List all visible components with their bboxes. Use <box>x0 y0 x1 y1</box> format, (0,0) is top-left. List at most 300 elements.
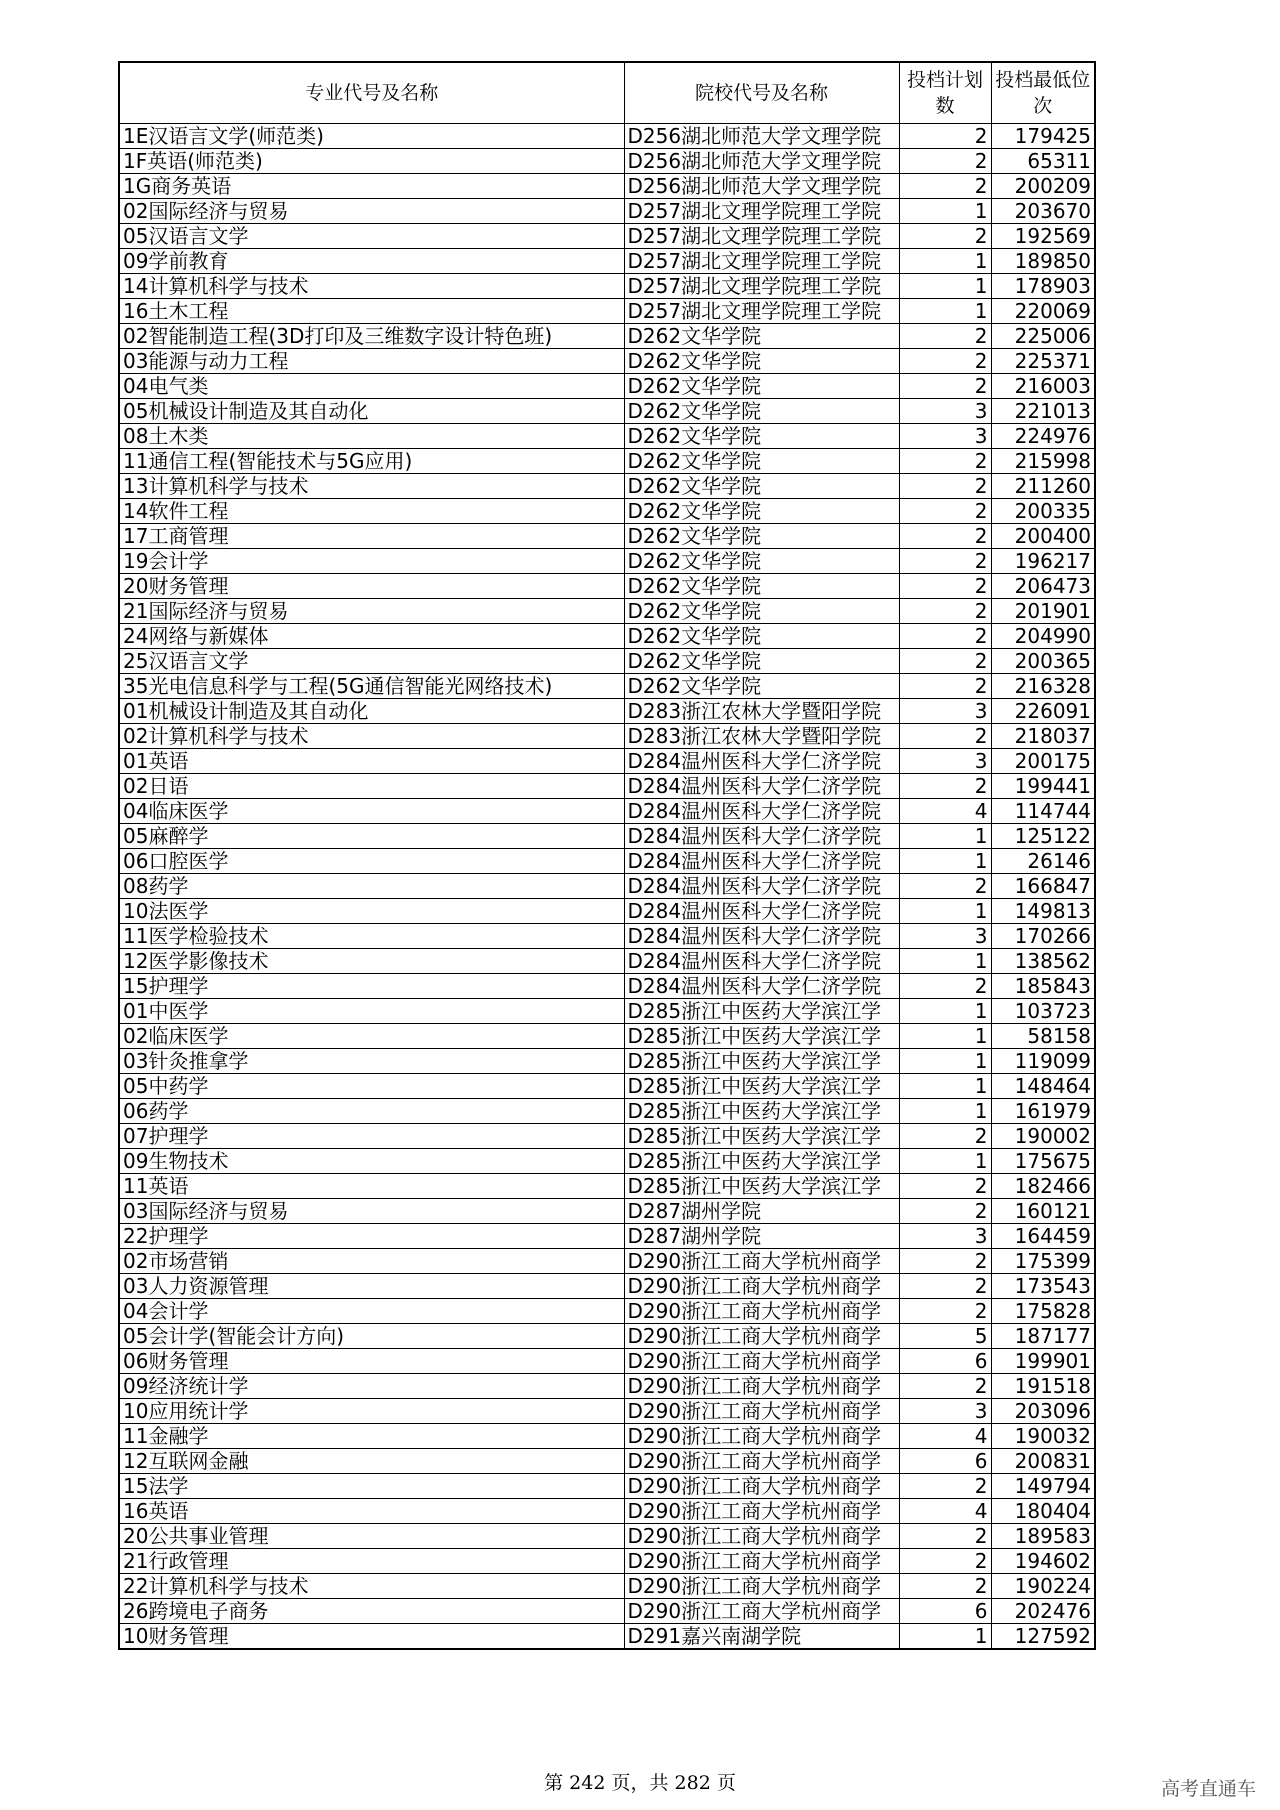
table-row <box>119 1449 1095 1474</box>
school-cell: D262文华学院 <box>624 474 899 499</box>
school-cell: D262文华学院 <box>624 524 899 549</box>
table-row <box>119 1249 1095 1274</box>
min-rank-cell: 200175 <box>991 749 1095 774</box>
table-row <box>119 549 1095 574</box>
min-rank-cell: 166847 <box>991 874 1095 899</box>
page-number: 第 242 页，共 282 页 <box>544 1772 736 1794</box>
plan-count-cell: 2 <box>899 1199 991 1224</box>
plan-count-cell: 2 <box>899 349 991 374</box>
table-row <box>119 374 1095 399</box>
school-cell: D285浙江中医药大学滨江学 <box>624 1024 899 1049</box>
plan-count-cell: 6 <box>899 1449 991 1474</box>
table-row <box>119 1624 1095 1650</box>
min-rank-cell: 179425 <box>991 124 1095 149</box>
major-cell: 1E汉语言文学(师范类) <box>119 124 624 149</box>
major-cell: 03人力资源管理 <box>119 1274 624 1299</box>
plan-count-cell: 4 <box>899 1499 991 1524</box>
table-row <box>119 874 1095 899</box>
min-rank-cell: 202476 <box>991 1599 1095 1624</box>
school-cell: D257湖北文理学院理工学院 <box>624 274 899 299</box>
plan-count-cell: 1 <box>899 1024 991 1049</box>
min-rank-cell: 127592 <box>991 1624 1095 1650</box>
school-cell: D290浙江工商大学杭州商学 <box>624 1499 899 1524</box>
major-cell: 21行政管理 <box>119 1549 624 1574</box>
table-row <box>119 1199 1095 1224</box>
major-cell: 07护理学 <box>119 1124 624 1149</box>
min-rank-cell: 225371 <box>991 349 1095 374</box>
min-rank-cell: 149794 <box>991 1474 1095 1499</box>
min-rank-cell: 114744 <box>991 799 1095 824</box>
school-cell: D290浙江工商大学杭州商学 <box>624 1424 899 1449</box>
min-rank-cell: 226091 <box>991 699 1095 724</box>
plan-count-cell: 5 <box>899 1324 991 1349</box>
school-cell: D290浙江工商大学杭州商学 <box>624 1599 899 1624</box>
table-row <box>119 299 1095 324</box>
school-cell: D284温州医科大学仁济学院 <box>624 874 899 899</box>
min-rank-cell: 178903 <box>991 274 1095 299</box>
min-rank-cell: 103723 <box>991 999 1095 1024</box>
table-row <box>119 674 1095 699</box>
table-row <box>119 1224 1095 1249</box>
min-rank-cell: 119099 <box>991 1049 1095 1074</box>
school-cell: D256湖北师范大学文理学院 <box>624 124 899 149</box>
min-rank-cell: 221013 <box>991 399 1095 424</box>
plan-count-cell: 2 <box>899 1299 991 1324</box>
min-rank-cell: 125122 <box>991 824 1095 849</box>
major-cell: 14计算机科学与技术 <box>119 274 624 299</box>
plan-count-cell: 1 <box>899 849 991 874</box>
major-cell: 09经济统计学 <box>119 1374 624 1399</box>
major-cell: 02计算机科学与技术 <box>119 724 624 749</box>
min-rank-cell: 200335 <box>991 499 1095 524</box>
min-rank-cell: 190002 <box>991 1124 1095 1149</box>
min-rank-cell: 220069 <box>991 299 1095 324</box>
plan-count-cell: 6 <box>899 1349 991 1374</box>
table-row <box>119 1549 1095 1574</box>
major-cell: 11医学检验技术 <box>119 924 624 949</box>
table-row <box>119 1074 1095 1099</box>
major-cell: 05机械设计制造及其自动化 <box>119 399 624 424</box>
school-cell: D256湖北师范大学文理学院 <box>624 149 899 174</box>
school-cell: D262文华学院 <box>624 399 899 424</box>
major-cell: 1F英语(师范类) <box>119 149 624 174</box>
table-row <box>119 249 1095 274</box>
major-cell: 02国际经济与贸易 <box>119 199 624 224</box>
school-cell: D262文华学院 <box>624 549 899 574</box>
major-cell: 04会计学 <box>119 1299 624 1324</box>
min-rank-cell: 138562 <box>991 949 1095 974</box>
school-cell: D285浙江中医药大学滨江学 <box>624 999 899 1024</box>
school-cell: D284温州医科大学仁济学院 <box>624 899 899 924</box>
plan-count-cell: 2 <box>899 449 991 474</box>
school-cell: D262文华学院 <box>624 574 899 599</box>
min-rank-cell: 187177 <box>991 1324 1095 1349</box>
table-row <box>119 724 1095 749</box>
major-cell: 1G商务英语 <box>119 174 624 199</box>
plan-count-cell: 2 <box>899 124 991 149</box>
table-row <box>119 749 1095 774</box>
plan-count-cell: 4 <box>899 1424 991 1449</box>
table-row <box>119 599 1095 624</box>
table-row <box>119 1374 1095 1399</box>
major-cell: 05中药学 <box>119 1074 624 1099</box>
school-cell: D283浙江农林大学暨阳学院 <box>624 724 899 749</box>
plan-count-cell: 2 <box>899 324 991 349</box>
table-row <box>119 1399 1095 1424</box>
table-row <box>119 474 1095 499</box>
school-cell: D290浙江工商大学杭州商学 <box>624 1249 899 1274</box>
major-cell: 16英语 <box>119 1499 624 1524</box>
header-school: 院校代号及名称 <box>624 62 899 124</box>
plan-count-cell: 2 <box>899 624 991 649</box>
major-cell: 09生物技术 <box>119 1149 624 1174</box>
min-rank-cell: 26146 <box>991 849 1095 874</box>
major-cell: 01机械设计制造及其自动化 <box>119 699 624 724</box>
major-cell: 26跨境电子商务 <box>119 1599 624 1624</box>
min-rank-cell: 206473 <box>991 574 1095 599</box>
school-cell: D290浙江工商大学杭州商学 <box>624 1399 899 1424</box>
min-rank-cell: 58158 <box>991 1024 1095 1049</box>
plan-count-cell: 2 <box>899 1274 991 1299</box>
table-row <box>119 624 1095 649</box>
min-rank-cell: 196217 <box>991 549 1095 574</box>
table-header-row <box>119 62 1095 124</box>
school-cell: D290浙江工商大学杭州商学 <box>624 1324 899 1349</box>
school-cell: D290浙江工商大学杭州商学 <box>624 1524 899 1549</box>
major-cell: 20财务管理 <box>119 574 624 599</box>
plan-count-cell: 1 <box>899 299 991 324</box>
table-row <box>119 699 1095 724</box>
table-row <box>119 774 1095 799</box>
min-rank-cell: 191518 <box>991 1374 1095 1399</box>
major-cell: 08药学 <box>119 874 624 899</box>
plan-count-cell: 2 <box>899 974 991 999</box>
school-cell: D256湖北师范大学文理学院 <box>624 174 899 199</box>
table-row <box>119 1024 1095 1049</box>
school-cell: D262文华学院 <box>624 324 899 349</box>
major-cell: 03能源与动力工程 <box>119 349 624 374</box>
min-rank-cell: 164459 <box>991 1224 1095 1249</box>
major-cell: 11通信工程(智能技术与5G应用) <box>119 449 624 474</box>
table-row <box>119 324 1095 349</box>
table-row <box>119 1524 1095 1549</box>
plan-count-cell: 1 <box>899 1099 991 1124</box>
plan-count-cell: 3 <box>899 1399 991 1424</box>
major-cell: 15法学 <box>119 1474 624 1499</box>
min-rank-cell: 216003 <box>991 374 1095 399</box>
plan-count-cell: 1 <box>899 199 991 224</box>
school-cell: D287湖州学院 <box>624 1199 899 1224</box>
school-cell: D291嘉兴南湖学院 <box>624 1624 899 1650</box>
plan-count-cell: 2 <box>899 1549 991 1574</box>
school-cell: D262文华学院 <box>624 424 899 449</box>
school-cell: D284温州医科大学仁济学院 <box>624 949 899 974</box>
major-cell: 01英语 <box>119 749 624 774</box>
school-cell: D285浙江中医药大学滨江学 <box>624 1074 899 1099</box>
school-cell: D262文华学院 <box>624 499 899 524</box>
major-cell: 03国际经济与贸易 <box>119 1199 624 1224</box>
watermark-text: 高考直通车 <box>1160 1778 1256 1800</box>
major-cell: 04电气类 <box>119 374 624 399</box>
min-rank-cell: 200831 <box>991 1449 1095 1474</box>
table-row <box>119 949 1095 974</box>
table-row <box>119 399 1095 424</box>
min-rank-cell: 175828 <box>991 1299 1095 1324</box>
plan-count-cell: 2 <box>899 674 991 699</box>
major-cell: 01中医学 <box>119 999 624 1024</box>
plan-count-cell: 3 <box>899 924 991 949</box>
min-rank-cell: 170266 <box>991 924 1095 949</box>
school-cell: D287湖州学院 <box>624 1224 899 1249</box>
table-row <box>119 1599 1095 1624</box>
plan-count-cell: 1 <box>899 899 991 924</box>
plan-count-cell: 3 <box>899 749 991 774</box>
plan-count-cell: 2 <box>899 499 991 524</box>
school-cell: D284温州医科大学仁济学院 <box>624 824 899 849</box>
table-row <box>119 1149 1095 1174</box>
table-row <box>119 1424 1095 1449</box>
min-rank-cell: 175675 <box>991 1149 1095 1174</box>
table-row <box>119 924 1095 949</box>
plan-count-cell: 1 <box>899 1049 991 1074</box>
table-row <box>119 124 1095 149</box>
major-cell: 10应用统计学 <box>119 1399 624 1424</box>
min-rank-cell: 160121 <box>991 1199 1095 1224</box>
major-cell: 08土木类 <box>119 424 624 449</box>
school-cell: D262文华学院 <box>624 449 899 474</box>
plan-count-cell: 2 <box>899 1174 991 1199</box>
major-cell: 04临床医学 <box>119 799 624 824</box>
min-rank-cell: 65311 <box>991 149 1095 174</box>
major-cell: 12医学影像技术 <box>119 949 624 974</box>
plan-count-cell: 1 <box>899 1074 991 1099</box>
major-cell: 11金融学 <box>119 1424 624 1449</box>
plan-count-cell: 6 <box>899 1599 991 1624</box>
major-cell: 21国际经济与贸易 <box>119 599 624 624</box>
plan-count-cell: 2 <box>899 1374 991 1399</box>
plan-count-cell: 2 <box>899 524 991 549</box>
table-row <box>119 1474 1095 1499</box>
table-row <box>119 1274 1095 1299</box>
table-row <box>119 574 1095 599</box>
min-rank-cell: 218037 <box>991 724 1095 749</box>
header-major: 专业代号及名称 <box>119 62 624 124</box>
school-cell: D257湖北文理学院理工学院 <box>624 249 899 274</box>
major-cell: 17工商管理 <box>119 524 624 549</box>
plan-count-cell: 2 <box>899 1249 991 1274</box>
school-cell: D290浙江工商大学杭州商学 <box>624 1349 899 1374</box>
plan-count-cell: 3 <box>899 399 991 424</box>
table-row <box>119 1049 1095 1074</box>
major-cell: 35光电信息科学与工程(5G通信智能光网络技术) <box>119 674 624 699</box>
table-row <box>119 149 1095 174</box>
table-row <box>119 899 1095 924</box>
plan-count-cell: 2 <box>899 649 991 674</box>
major-cell: 11英语 <box>119 1174 624 1199</box>
table-row <box>119 999 1095 1024</box>
school-cell: D262文华学院 <box>624 349 899 374</box>
plan-count-cell: 2 <box>899 874 991 899</box>
min-rank-cell: 190224 <box>991 1574 1095 1599</box>
major-cell: 09学前教育 <box>119 249 624 274</box>
table-row <box>119 649 1095 674</box>
school-cell: D284温州医科大学仁济学院 <box>624 799 899 824</box>
min-rank-cell: 199901 <box>991 1349 1095 1374</box>
school-cell: D262文华学院 <box>624 674 899 699</box>
table-row <box>119 1299 1095 1324</box>
school-cell: D290浙江工商大学杭州商学 <box>624 1474 899 1499</box>
major-cell: 02智能制造工程(3D打印及三维数字设计特色班) <box>119 324 624 349</box>
plan-count-cell: 1 <box>899 1149 991 1174</box>
school-cell: D284温州医科大学仁济学院 <box>624 924 899 949</box>
min-rank-cell: 203096 <box>991 1399 1095 1424</box>
plan-count-cell: 2 <box>899 774 991 799</box>
min-rank-cell: 199441 <box>991 774 1095 799</box>
school-cell: D285浙江中医药大学滨江学 <box>624 1049 899 1074</box>
header-min-rank: 投档最低位次 <box>991 62 1095 124</box>
major-cell: 16土木工程 <box>119 299 624 324</box>
table-row <box>119 1124 1095 1149</box>
min-rank-cell: 201901 <box>991 599 1095 624</box>
table-row <box>119 174 1095 199</box>
school-cell: D257湖北文理学院理工学院 <box>624 224 899 249</box>
plan-count-cell: 1 <box>899 824 991 849</box>
major-cell: 02日语 <box>119 774 624 799</box>
min-rank-cell: 180404 <box>991 1499 1095 1524</box>
school-cell: D284温州医科大学仁济学院 <box>624 974 899 999</box>
min-rank-cell: 194602 <box>991 1549 1095 1574</box>
major-cell: 02市场营销 <box>119 1249 624 1274</box>
min-rank-cell: 211260 <box>991 474 1095 499</box>
plan-count-cell: 1 <box>899 274 991 299</box>
major-cell: 15护理学 <box>119 974 624 999</box>
plan-count-cell: 1 <box>899 1624 991 1650</box>
header-plan-count: 投档计划数 <box>899 62 991 124</box>
plan-count-cell: 1 <box>899 999 991 1024</box>
min-rank-cell: 200209 <box>991 174 1095 199</box>
min-rank-cell: 192569 <box>991 224 1095 249</box>
table-row <box>119 1574 1095 1599</box>
table-body <box>119 124 1095 1650</box>
school-cell: D284温州医科大学仁济学院 <box>624 849 899 874</box>
min-rank-cell: 148464 <box>991 1074 1095 1099</box>
major-cell: 20公共事业管理 <box>119 1524 624 1549</box>
table-row <box>119 349 1095 374</box>
school-cell: D290浙江工商大学杭州商学 <box>624 1574 899 1599</box>
school-cell: D257湖北文理学院理工学院 <box>624 199 899 224</box>
school-cell: D285浙江中医药大学滨江学 <box>624 1174 899 1199</box>
school-cell: D262文华学院 <box>624 649 899 674</box>
major-cell: 25汉语言文学 <box>119 649 624 674</box>
school-cell: D262文华学院 <box>624 599 899 624</box>
min-rank-cell: 200400 <box>991 524 1095 549</box>
major-cell: 05麻醉学 <box>119 824 624 849</box>
table-row <box>119 1099 1095 1124</box>
school-cell: D285浙江中医药大学滨江学 <box>624 1124 899 1149</box>
school-cell: D283浙江农林大学暨阳学院 <box>624 699 899 724</box>
table-row <box>119 199 1095 224</box>
plan-count-cell: 2 <box>899 374 991 399</box>
major-cell: 06口腔医学 <box>119 849 624 874</box>
major-cell: 02临床医学 <box>119 1024 624 1049</box>
plan-count-cell: 3 <box>899 1224 991 1249</box>
major-cell: 24网络与新媒体 <box>119 624 624 649</box>
school-cell: D290浙江工商大学杭州商学 <box>624 1549 899 1574</box>
table-row <box>119 1174 1095 1199</box>
school-cell: D290浙江工商大学杭州商学 <box>624 1274 899 1299</box>
plan-count-cell: 1 <box>899 949 991 974</box>
min-rank-cell: 161979 <box>991 1099 1095 1124</box>
major-cell: 19会计学 <box>119 549 624 574</box>
plan-count-cell: 2 <box>899 224 991 249</box>
min-rank-cell: 225006 <box>991 324 1095 349</box>
table-row <box>119 499 1095 524</box>
major-cell: 12互联网金融 <box>119 1449 624 1474</box>
school-cell: D290浙江工商大学杭州商学 <box>624 1299 899 1324</box>
table-row <box>119 274 1095 299</box>
major-cell: 06财务管理 <box>119 1349 624 1374</box>
plan-count-cell: 3 <box>899 424 991 449</box>
table-row <box>119 1324 1095 1349</box>
major-cell: 06药学 <box>119 1099 624 1124</box>
school-cell: D284温州医科大学仁济学院 <box>624 774 899 799</box>
school-cell: D290浙江工商大学杭州商学 <box>624 1449 899 1474</box>
plan-count-cell: 2 <box>899 599 991 624</box>
min-rank-cell: 190032 <box>991 1424 1095 1449</box>
major-cell: 13计算机科学与技术 <box>119 474 624 499</box>
min-rank-cell: 215998 <box>991 449 1095 474</box>
plan-count-cell: 2 <box>899 1524 991 1549</box>
school-cell: D285浙江中医药大学滨江学 <box>624 1149 899 1174</box>
table-row <box>119 1349 1095 1374</box>
table-row <box>119 824 1095 849</box>
plan-count-cell: 2 <box>899 149 991 174</box>
min-rank-cell: 173543 <box>991 1274 1095 1299</box>
major-cell: 10法医学 <box>119 899 624 924</box>
school-cell: D257湖北文理学院理工学院 <box>624 299 899 324</box>
plan-count-cell: 2 <box>899 1474 991 1499</box>
plan-count-cell: 4 <box>899 799 991 824</box>
table-row <box>119 799 1095 824</box>
plan-count-cell: 2 <box>899 1574 991 1599</box>
school-cell: D262文华学院 <box>624 374 899 399</box>
min-rank-cell: 189583 <box>991 1524 1095 1549</box>
min-rank-cell: 224976 <box>991 424 1095 449</box>
table-row <box>119 449 1095 474</box>
major-cell: 14软件工程 <box>119 499 624 524</box>
plan-count-cell: 2 <box>899 174 991 199</box>
major-cell: 03针灸推拿学 <box>119 1049 624 1074</box>
major-cell: 05会计学(智能会计方向) <box>119 1324 624 1349</box>
min-rank-cell: 189850 <box>991 249 1095 274</box>
table-row <box>119 524 1095 549</box>
plan-count-cell: 2 <box>899 574 991 599</box>
min-rank-cell: 203670 <box>991 199 1095 224</box>
table-row <box>119 974 1095 999</box>
plan-count-cell: 2 <box>899 1124 991 1149</box>
min-rank-cell: 149813 <box>991 899 1095 924</box>
min-rank-cell: 175399 <box>991 1249 1095 1274</box>
min-rank-cell: 185843 <box>991 974 1095 999</box>
school-cell: D284温州医科大学仁济学院 <box>624 749 899 774</box>
school-cell: D290浙江工商大学杭州商学 <box>624 1374 899 1399</box>
min-rank-cell: 216328 <box>991 674 1095 699</box>
plan-count-cell: 1 <box>899 249 991 274</box>
school-cell: D262文华学院 <box>624 624 899 649</box>
major-cell: 22护理学 <box>119 1224 624 1249</box>
min-rank-cell: 200365 <box>991 649 1095 674</box>
school-cell: D285浙江中医药大学滨江学 <box>624 1099 899 1124</box>
